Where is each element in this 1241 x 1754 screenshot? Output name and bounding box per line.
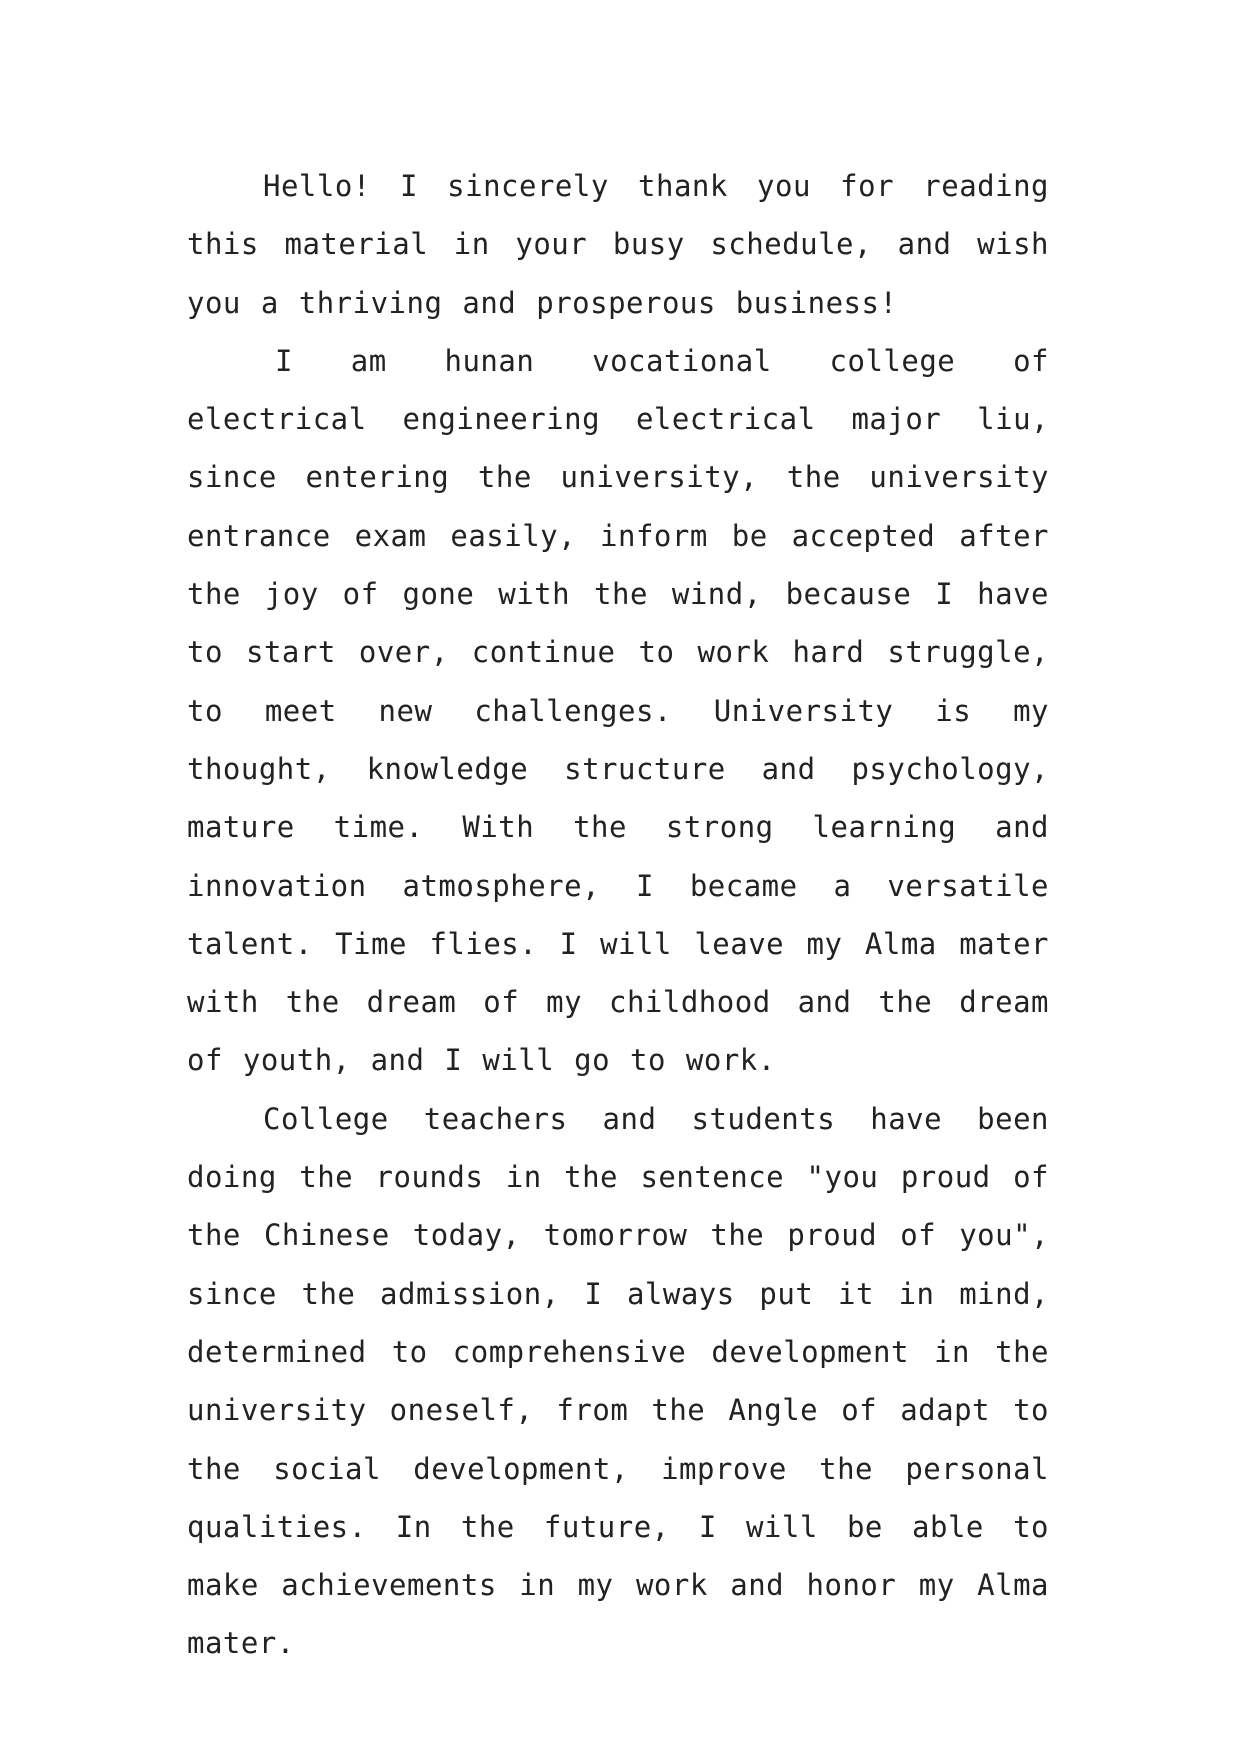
paragraph-introduction: I am hunan vocational college of electrical engineering electrical major liu, since entering the university, the university entrance exam easily, inform be accepted after the joy of gone with the wind, because I have to start over, continue to work hard struggle, to meet new challenges. University is my thought, knowledge structure and psychology, mature time. With the strong learning and innovation atmosphere, I became a versatile talent. Time flies. I will leave my Alma mater with the dream of my childhood and the dream of youth, and I will go to work.: [187, 343, 1049, 1078]
document-body: [187, 157, 1049, 1673]
paragraph-aspiration: College teachers and students have been doing the rounds in the sentence "you proud of the Chinese today, tomorrow the proud of you", since the admission, I always put it in mind, determined to comprehensive development in the university oneself, from the Angle of adapt to the social development, improve the personal qualities. In the future, I will be able to make achievements in my work and honor my Alma mater.: [187, 1101, 1049, 1661]
paragraph-greeting: Hello! I sincerely thank you for reading this material in your busy schedule, and wish you a thriving and prosperous business!: [187, 169, 1049, 320]
